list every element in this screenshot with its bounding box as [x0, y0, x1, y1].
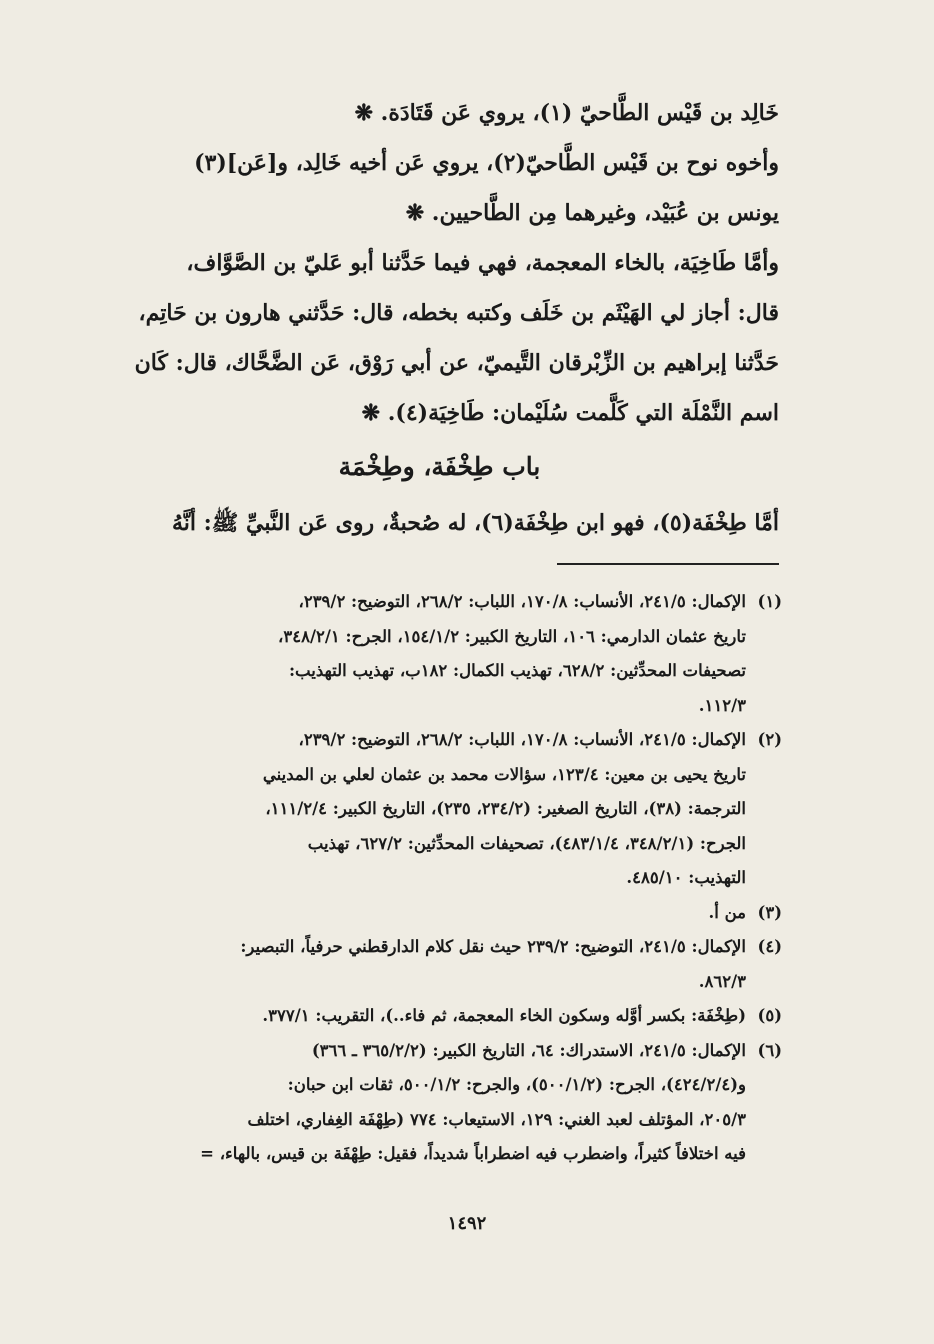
footnote-line: ٢٠٥/٣، المؤتلف لعبد الغني: ١٢٩، الاستيعاب: ٧٧٤ (طِهْفَة الغِفاري، اختلف	[247, 1109, 746, 1129]
paragraph-takhiya-line1: وأمَّا طَاخِيَة، بالخاء المعجمة، فهي فيما حَدَّثنا أبو عَليّ بن الصَّوَّاف،	[186, 250, 779, 276]
footnote-line: ١١٢/٣.	[698, 695, 746, 715]
footnote-line: و(٤٢٤/٢/٤)، الجرح: (٥٠٠/١/٢)، والجرح: ٥٠٠/١/٢، ثقات ابن حبان:	[287, 1075, 746, 1094]
paragraph-nuh-line1: وأخوه نوح بن قَيْس الطَّاحيّ(٢)، يروي عَن أخيه خَالِد، و[عَن](٣)	[194, 150, 779, 176]
section-heading: باب طِخْفَة، وطِخْمَة	[338, 452, 541, 481]
footnote-separator	[557, 563, 779, 565]
footnote-line: تصحيفات المحدِّثين: ٦٢٨/٢، تهذيب الكمال: ١٨٢ب، تهذيب التهذيب:	[288, 661, 746, 680]
footnote-line: الإكمال: ٢٤١/٥، الاستدراك: ٦٤، التاريخ الكبير: (٣٦٥/٢/٢ ـ ٣٦٦)	[311, 1040, 746, 1060]
footnote-line: التهذيب: ٤٨٥/١٠.	[626, 868, 746, 887]
footnote-number: (١)	[757, 592, 782, 611]
footnote-number: (٢)	[757, 730, 782, 749]
footnote-line: الترجمة: (٣٨)، التاريخ الصغير: (٢٣٤/٢، ٢٣٥)، التاريخ الكبير: ١١١/٢/٤،	[265, 799, 746, 818]
footnote-line: فيه اختلافاً كثيراً، واضطرب فيه اضطراباً شديداً، فقيل: طِهْفَة بن قيس، بالهاء، =	[200, 1144, 746, 1163]
footnotes	[100, 585, 782, 1172]
paragraph-khalid: خَالِد بن قَيْس الطَّاحيّ (١)، يروي عَن قَتَادَة. ❋	[354, 100, 779, 126]
footnote-6	[100, 1034, 782, 1172]
footnote-number: (٦)	[757, 1040, 782, 1060]
main-text	[100, 88, 779, 548]
footnote-1	[100, 585, 782, 723]
footnote-line: تاريخ يحيى بن معين: ١٢٣/٤، سؤالات محمد بن عثمان لعلي بن المديني	[262, 764, 746, 784]
paragraph-takhiya-line3: حَدَّثنا إبراهيم بن الزِّبْرقان التَّيميّ، عن أبي رَوْق، عَن الضَّحَّاك، قال: كَان	[134, 350, 779, 376]
footnote-4	[100, 930, 782, 999]
footnote-line: الجرح: (٣٤٨/٢/١، ٤٨٣/١/٤)، تصحيفات المحدِّثين: ٦٢٧/٢، تهذيب	[307, 833, 746, 853]
footnote-line: تاريخ عثمان الدارمي: ١٠٦، التاريخ الكبير: ١٥٤/١/٢، الجرح: ٣٤٨/٢/١،	[278, 626, 746, 646]
footnote-number: (٥)	[757, 1006, 782, 1025]
footnote-line: من أ.	[708, 902, 746, 922]
footnote-line: (طِخْفَة: بكسر أوَّله وسكون الخاء المعجمة، ثم فاء..)، التقريب: ٣٧٧/١.	[262, 1006, 746, 1025]
paragraph-nuh-line2: يونس بن عُبَيْد، وغيرهما مِن الطَّاحيين. ❋	[405, 200, 779, 226]
footnote-line: الإكمال: ٢٤١/٥، الأنساب: ١٧٠/٨، اللباب: ٢٦٨/٢، التوضيح: ٢٣٩/٢،	[298, 730, 746, 749]
footnote-line: الإكمال: ٢٤١/٥، الأنساب: ١٧٠/٨، اللباب: ٢٦٨/٢، التوضيح: ٢٣٩/٢،	[298, 592, 746, 611]
paragraph-takhiya-line2: قال: أجاز لي الهَيْثَم بن خَلَف وكتبه بخطه، قال: حَدَّثني هارون بن حَاتِم،	[138, 300, 779, 326]
footnote-number: (٤)	[757, 937, 782, 956]
footnote-line: الإكمال: ٢٤١/٥، التوضيح: ٢٣٩/٢ حيث نقل كلام الدارقطني حرفياً، التبصير:	[240, 937, 746, 956]
footnote-5	[100, 999, 782, 1034]
footnote-3	[100, 896, 782, 931]
footnote-number: (٣)	[757, 902, 782, 922]
paragraph-tikhfa: أمَّا طِخْفَة(٥)، فهو ابن طِخْفَة(٦)، له صُحبةٌ، روى عَن النَّبيِّ ﷺ: أنَّهُ	[171, 510, 779, 536]
page-number: ١٤٩٢	[447, 1213, 487, 1234]
footnote-2	[100, 723, 782, 896]
paragraph-takhiya-line4: اسم النَّمْلَة التي كَلَّمت سُلَيْمان: طَاخِيَة(٤). ❋	[361, 400, 779, 426]
footnote-line: ٨٦٢/٣.	[698, 971, 746, 991]
